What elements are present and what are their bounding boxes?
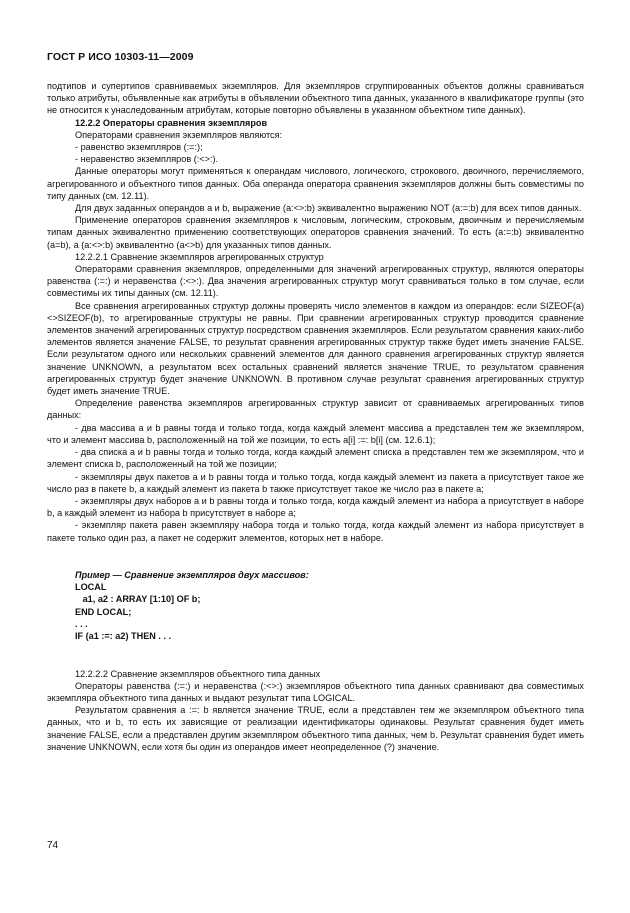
paragraph: 12.2.2 Операторы сравнения экземпляров — [75, 117, 268, 128]
paragraph: Данные операторы могут применяться к операндам числового, логического, строкового, двоичного, перечисляемого, агрегированного и объектного типов данных. Оба операнда оператора сравнения экземпляров должны быть совместимы по типу данных (см. 12.11). — [47, 166, 584, 201]
page-header: ГОСТ Р ИСО 10303-11—2009 — [47, 51, 194, 63]
page-number: 74 — [47, 840, 59, 851]
code-line: . . . — [75, 618, 88, 629]
code-line: LOCAL — [75, 582, 107, 593]
paragraph: - экземпляры двух наборов a и b равны тогда и только тогда, когда каждый элемент из набора a присутствует в наборе b, а каждый элемент из набора b присутствует в наборе a; — [47, 495, 584, 519]
paragraph: Результатом сравнения a :=: b является значение TRUE, если a представлен тем же экземпляром объектного типа данных, что и b, то есть их зависящие от реализации идентификаторы одинаковы. Результат сравнения будет иметь значение FALSE, если a представлен другим экземпляром объектного типа данных, чем b. Результат сравнения будет иметь значение UNKNOWN, если хотя бы один из операндов имеет неопределенное (?) значение. — [47, 705, 584, 752]
paragraph: - экземпляры двух пакетов a и b равны тогда и только тогда, когда каждый элемент из пакета a присутствует такое же число раз в пакете b, а каждый элемент из пакета b также присутствует такое же число раз в пакете a; — [47, 471, 584, 494]
paragraph: Операторами сравнения экземпляров являются: — [75, 129, 283, 140]
paragraph: Все сравнения агрегированных структур должны проверять число элементов в каждом из операндов: если SIZEOF(a)<>SIZEOF(b), то агрегированные структуры не равны. При сравнении агрегированных структур проводится сравнение элементов значений агрегированных структур посредством сравнения экземпляров. Если результатом сравнения каких-либо элементов является значение FALSE, то результат сравнения агрегированных структур также будет иметь значение FALSE. Если результатом одного или нескольких сравнений элементов для данного сравнения агрегированных структур является значение UNKNOWN, а результатом всех остальных сравнений является значение TRUE, то результатом сравнения агрегированных структур будет значение UNKNOWN. В противном случае результат сравнения агрегированных структур будет иметь значение TRUE. — [47, 300, 584, 397]
paragraph: Применение операторов сравнения экземпляров к числовым, логическим, строковым, двоичным и перечисляемым типам данных эквивалентно применению соответствующих операторов сравнения значений. То есть (a:=:b) эквивалентно (a=b), а (a:<>:b) эквивалентно (a<>b) для указанных типов данных. — [47, 215, 584, 250]
paragraph: подтипов и супертипов сравниваемых экземпляров. Для экземпляров сгруппированных объектов должны сравниваться только атрибуты, объявленные как атрибуты в объявлении объектного типа данных, указанного в квалификаторе группы (это не относится к унаследованным атрибутам, которые повторно объявлены в указанном объектном типе данных). — [47, 81, 584, 116]
code-line: a1, a2 : ARRAY [1:10] OF b; — [75, 594, 201, 605]
paragraph: - два массива a и b равны тогда и только тогда, когда каждый элемент массива a представлен тем же экземпляром, что и элемент массива b, расположенный на той же позиции, то есть a[i] :=: b[i] (см. 12.6.1); — [47, 422, 584, 445]
spacer — [47, 651, 584, 658]
code-line: IF (a1 :=: a2) THEN . . . — [75, 631, 172, 642]
paragraph: 12.2.2.1 Сравнение экземпляров агрегированных структур — [75, 251, 324, 262]
paragraph: Определение равенства экземпляров агрегированных структур зависит от сравниваемых агрегированных типов данных: — [47, 398, 584, 421]
paragraph: Для двух заданных операндов a и b, выражение (a:<>:b) эквивалентно выражению NOT (a:=:b) для всех типов данных. — [75, 203, 582, 214]
paragraph: - неравенство экземпляров (:<>:). — [75, 154, 219, 165]
paragraph: Операторами сравнения экземпляров, определенными для значений агрегированных структур, являются операторы равенства (:=:) и неравенства (:<>:). Два значения агрегированных структур могут сравниваться только в том случае, если совместимы их типы данных (см. 12.11). — [47, 264, 584, 299]
paragraph: - два списка a и b равны тогда и только тогда, когда каждый элемент списка a представлен тем же экземпляром, что и элемент списка b, расположенный на той же позиции; — [47, 447, 584, 470]
paragraph: - экземпляр пакета равен экземпляру набора тогда и только тогда, когда каждый элемент из набора присутствует в пакете только один раз, а пакет не содержит элементов, которых нет в наборе. — [47, 520, 584, 543]
code-line: Пример — Сравнение экземпляров двух массивов: — [75, 570, 309, 580]
document-body — [47, 80, 584, 753]
paragraph: - равенство экземпляров (:=:); — [75, 142, 203, 153]
paragraph: Операторы равенства (:=:) и неравенства (:<>:) экземпляров объектного типа данных сравнивают два совместимых экземпляра объектного типа данных и выдают результат типа LOGICAL. — [47, 680, 584, 703]
code-line: END LOCAL; — [75, 606, 132, 617]
spacer — [47, 553, 584, 560]
paragraph: 12.2.2.2 Сравнение экземпляров объектного типа данных — [75, 668, 321, 679]
